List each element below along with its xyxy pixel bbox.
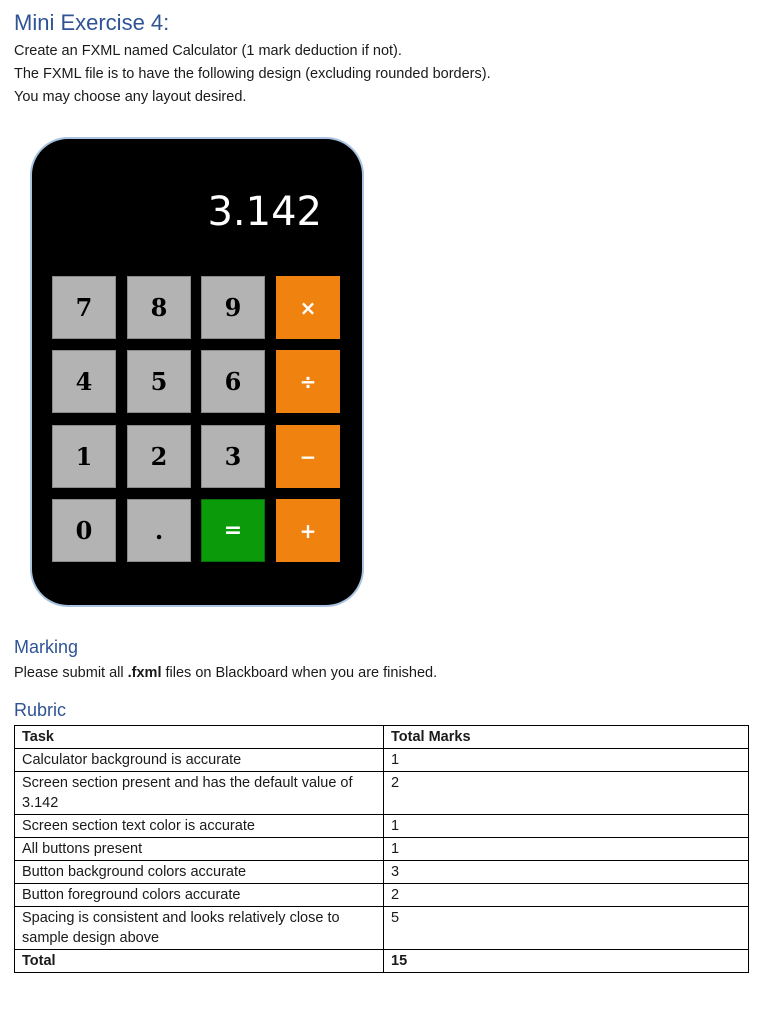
table-row [15,907,749,950]
calc-button[interactable]: × [276,276,340,339]
table-row [15,772,749,815]
calc-button[interactable]: . [127,499,191,562]
total-row [15,950,749,973]
task-cell: Button foreground colors accurate [15,884,384,907]
calculator-display: 3.142 [207,189,322,235]
marks-cell: 2 [384,884,749,907]
task-cell: Screen section text color is accurate [15,815,384,838]
marks-cell: 2 [384,772,749,815]
table-row [15,749,749,772]
intro-line-2: The FXML file is to have the following design (excluding rounded borders). [14,66,491,82]
calc-button[interactable]: 6 [201,350,265,413]
rubric-table [14,725,749,973]
task-cell: Spacing is consistent and looks relatively close to sample design above [15,907,384,950]
task-cell: Button background colors accurate [15,861,384,884]
marks-cell: 1 [384,815,749,838]
marking-text: Please submit all .fxml files on Blackboard when you are finished. [14,665,438,681]
column-header-task: Task [15,726,384,749]
column-header-total-marks: Total Marks [384,726,749,749]
task-cell: All buttons present [15,838,384,861]
calc-button[interactable]: 1 [52,425,116,488]
calc-button[interactable]: 3 [201,425,265,488]
total-value: 15 [384,950,749,973]
calc-button[interactable]: 9 [201,276,265,339]
calc-button[interactable]: = [201,499,265,562]
table-row [15,861,749,884]
calc-button[interactable]: 4 [52,350,116,413]
calc-button[interactable]: 8 [127,276,191,339]
table-row [15,838,749,861]
calc-button[interactable]: 2 [127,425,191,488]
calc-button[interactable]: 7 [52,276,116,339]
rubric-heading: Rubric [14,700,67,720]
calc-button[interactable]: 5 [127,350,191,413]
intro-line-3: You may choose any layout desired. [14,89,247,105]
table-row [15,884,749,907]
task-cell: Calculator background is accurate [15,749,384,772]
calc-button[interactable]: 0 [52,499,116,562]
marking-heading: Marking [14,637,79,657]
calculator-body [32,139,362,605]
marks-cell: 1 [384,749,749,772]
total-label: Total [15,950,384,973]
marks-cell: 3 [384,861,749,884]
calc-button[interactable]: ÷ [276,350,340,413]
table-row [15,815,749,838]
marks-cell: 1 [384,838,749,861]
rubric-header-row [15,726,749,749]
intro-line-1: Create an FXML named Calculator (1 mark deduction if not). [14,43,402,59]
calc-button[interactable]: − [276,425,340,488]
task-cell: Screen section present and has the default value of 3.142 [15,772,384,815]
calc-button[interactable]: + [276,499,340,562]
marks-cell: 5 [384,907,749,950]
page-heading: Mini Exercise 4: [14,10,170,35]
